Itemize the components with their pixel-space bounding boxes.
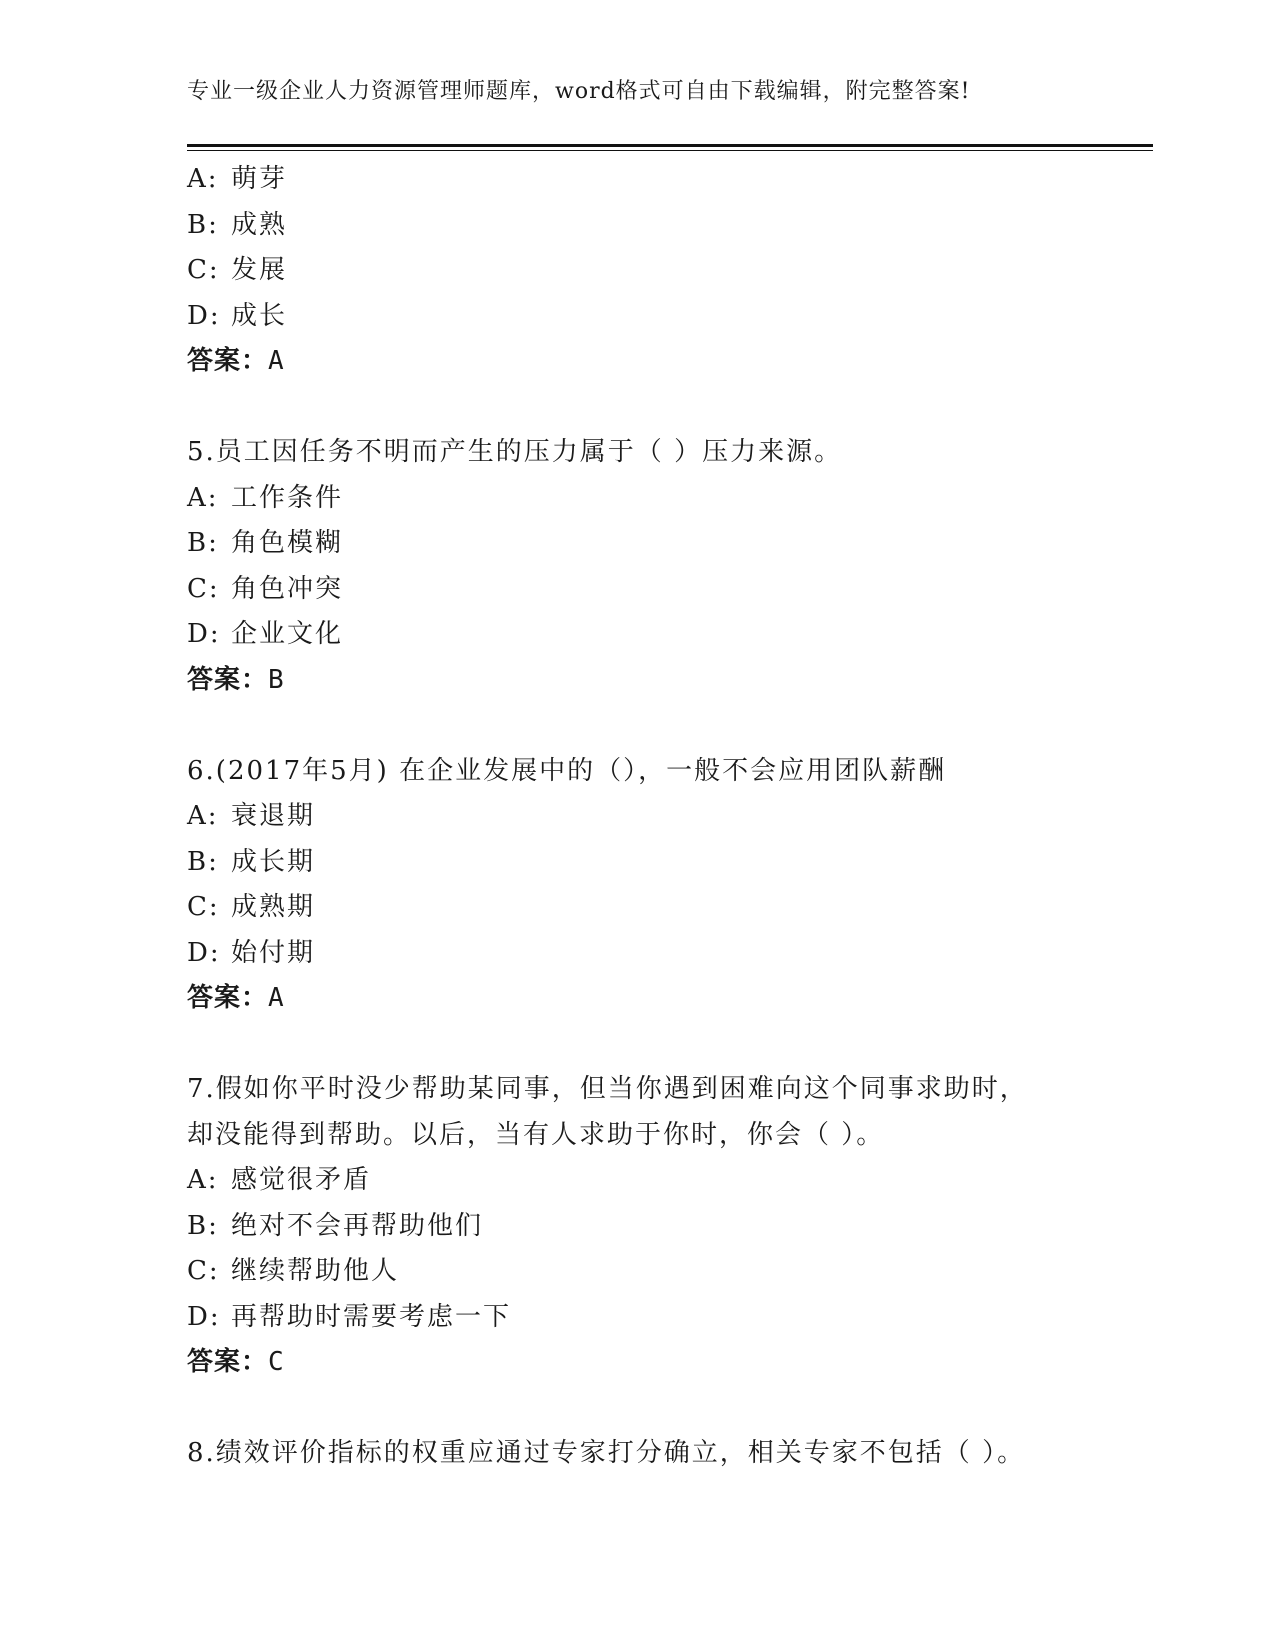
option-a [187,476,1087,522]
option-text: 绝对不会再帮助他们 [231,1210,484,1241]
header-rule-thick [187,144,1153,147]
option-letter: B: [187,1210,219,1241]
option-letter: D: [187,937,221,968]
option-text: 成长 [231,300,288,331]
question-stem: 7.假如你平时没少帮助某同事，但当你遇到困难向这个同事求助时， [187,1074,1028,1104]
option-text: 成熟 [231,209,288,240]
option-text: 衰退期 [231,801,316,831]
spacer [187,1022,1087,1068]
option-b [187,521,1087,567]
question-stem: 6.(2017年5月) 在企业发展中的（），一般不会应用团队薪酬 [187,755,947,786]
option-a [187,794,1087,840]
option-letter: C: [187,892,220,922]
question-list [187,157,1087,1477]
option-a [187,157,1087,203]
option-letter: D: [187,1301,221,1332]
option-a [187,1158,1087,1204]
option-c [187,885,1087,931]
option-text: 再帮助时需要考虑一下 [231,1301,512,1332]
option-b [187,203,1087,249]
option-c [187,1249,1087,1295]
option-c [187,567,1087,613]
option-b [187,1204,1087,1250]
option-d [187,931,1087,977]
spacer [187,1386,1087,1432]
option-text: 角色冲突 [231,573,344,604]
option-letter: C: [187,1256,220,1286]
question-stem-cont: 却没能得到帮助。以后，当有人求助于你时，你会（ ）。 [187,1119,885,1150]
page-header: 专业一级企业人力资源管理师题库，word格式可自由下载编辑，附完整答案! [187,79,971,104]
answer-label: 答案： [187,983,269,1013]
option-letter: B: [187,528,219,558]
option-letter: A: [187,801,219,831]
answer-line [187,1340,1087,1386]
spacer [187,385,1087,431]
option-letter: B: [187,846,219,877]
option-text: 工作条件 [231,482,344,513]
answer-label: 答案： [187,346,269,376]
option-letter: A: [187,1165,219,1195]
option-letter: C: [187,255,220,285]
answer-value: C [268,1347,285,1377]
option-text: 萌芽 [231,164,288,194]
option-d [187,1295,1087,1341]
header-rule-thin [187,150,1153,151]
option-text: 成熟期 [231,892,316,922]
answer-line [187,339,1087,385]
option-text: 感觉很矛盾 [231,1165,372,1195]
answer-label: 答案： [187,664,269,695]
option-b [187,840,1087,886]
option-d [187,612,1087,658]
option-text: 成长期 [231,846,316,877]
option-text: 角色模糊 [231,528,344,558]
question-stem: 5.员工因任务不明而产生的压力属于（ ）压力来源。 [187,437,843,467]
option-letter: D: [187,300,221,331]
answer-label: 答案： [187,1347,269,1377]
option-c [187,248,1087,294]
option-letter: A: [187,164,219,194]
option-text: 企业文化 [231,619,344,649]
option-letter: A: [187,482,219,513]
option-letter: B: [187,209,219,240]
option-letter: D: [187,619,221,649]
option-text: 发展 [231,255,288,285]
option-d [187,294,1087,340]
option-text: 始付期 [231,937,316,968]
answer-line [187,658,1087,704]
question-stem: 8.绩效评价指标的权重应通过专家打分确立，相关专家不包括（ ）。 [187,1438,1026,1468]
answer-line [187,976,1087,1022]
spacer [187,703,1087,749]
answer-value: A [268,346,285,376]
option-text: 继续帮助他人 [231,1256,400,1286]
answer-value: B [268,664,285,695]
answer-value: A [268,983,285,1013]
option-letter: C: [187,573,220,604]
